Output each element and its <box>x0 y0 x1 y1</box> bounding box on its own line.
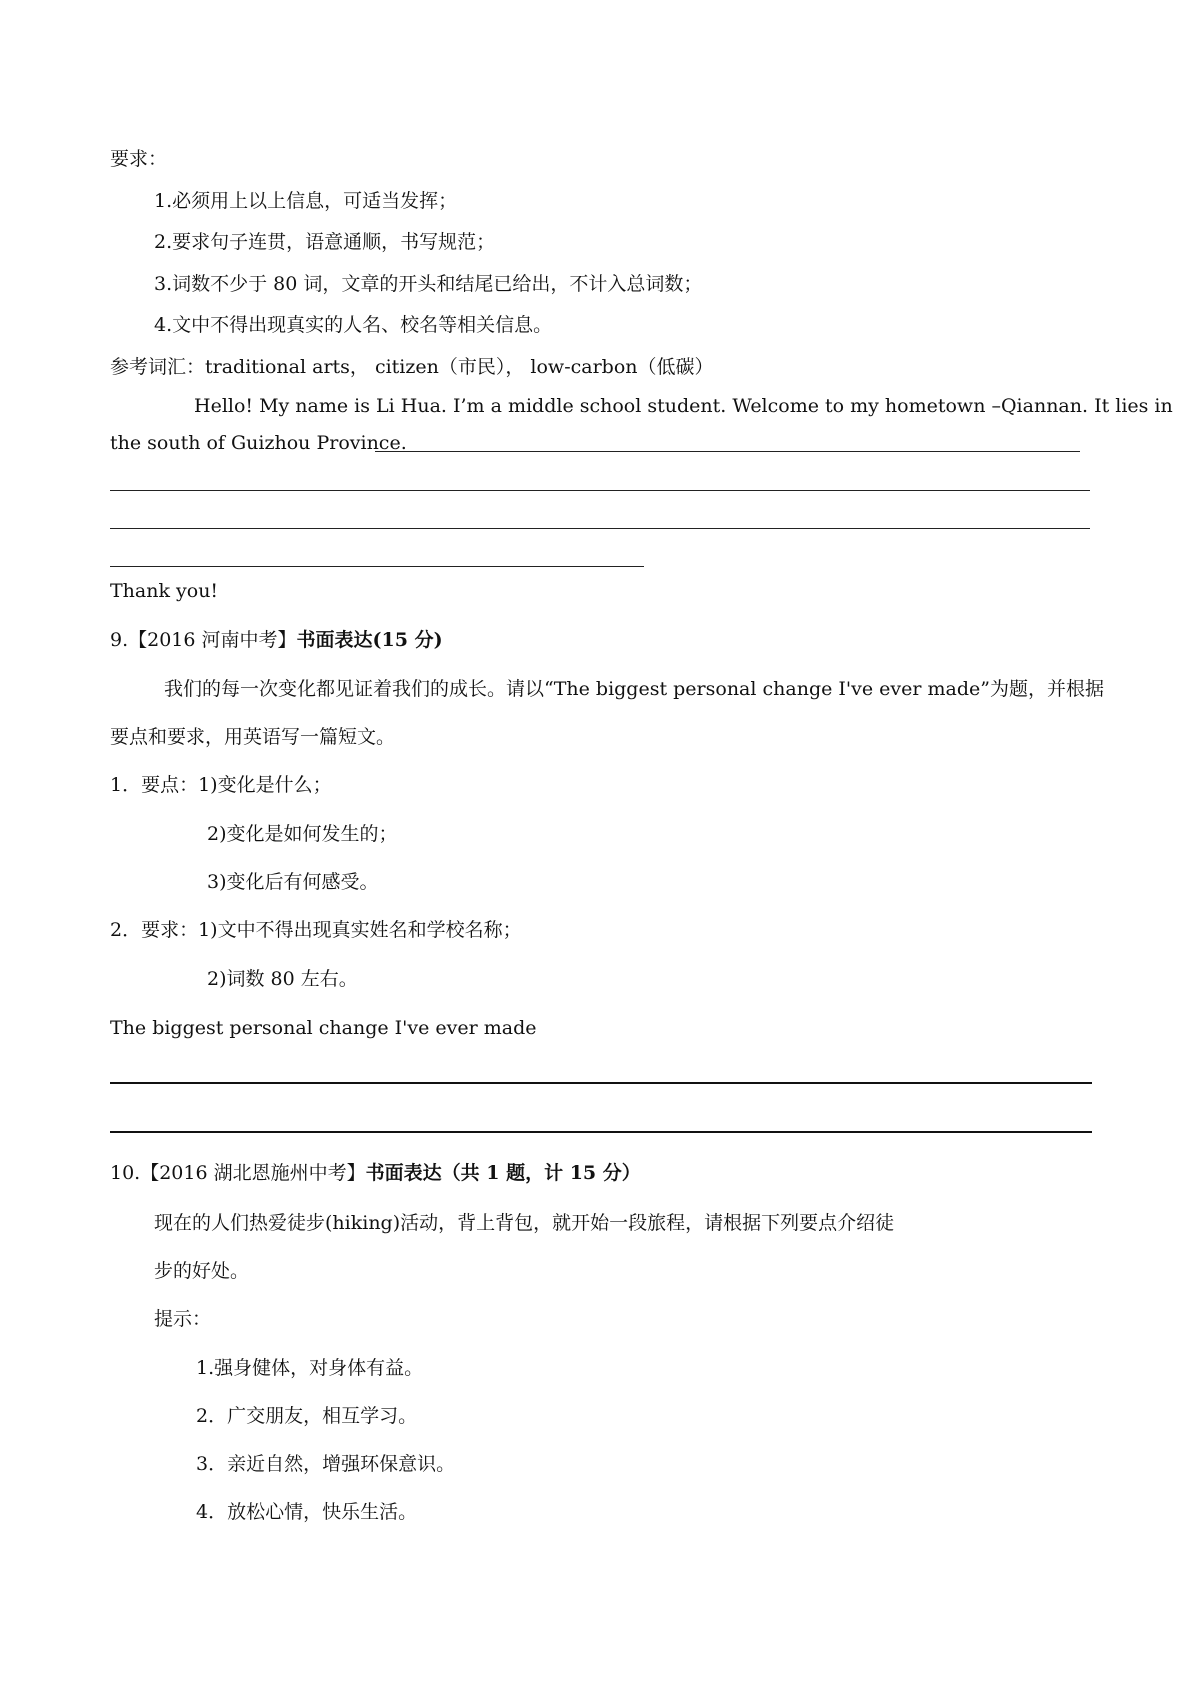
requirement-4: 4.文中不得出现真实的人名、校名等相关信息。 <box>154 314 553 336</box>
requirements-title: 要求： <box>110 148 168 170</box>
question-10-number: 10.【2016 湖北恩施州中考】 <box>110 1162 366 1184</box>
writing-line <box>110 528 1090 529</box>
writing-line <box>375 451 1080 452</box>
essay-opening-line-2: the south of Guizhou Province. <box>110 432 407 454</box>
requirement-3: 3.词数不少于 80 词，文章的开头和结尾已给出，不计入总词数； <box>154 273 703 295</box>
question-9-point-2: 2)变化是如何发生的； <box>207 823 398 845</box>
question-10-hint-label: 提示： <box>154 1308 212 1330</box>
writing-line <box>110 566 644 567</box>
question-10-heading <box>110 1160 641 1186</box>
question-9-intro-2: 要点和要求，用英语写一篇短文。 <box>110 726 396 748</box>
requirement-1: 1.必须用上以上信息，可适当发挥； <box>154 190 458 212</box>
question-10-intro-1: 现在的人们热爱徒步(hiking)活动，背上背包，就开始一段旅程，请根据下列要点介绍徒 <box>154 1212 895 1234</box>
question-9-essay-title: The biggest personal change I've ever made <box>110 1017 537 1039</box>
question-9-intro-1: 我们的每一次变化都见证着我们的成长。请以“The biggest personal change I've ever made”为题，并根据 <box>164 678 1104 700</box>
writing-line <box>110 490 1090 491</box>
essay-opening-line-1: Hello! My name is Li Hua. I’m a middle school student. Welcome to my hometown –Qiannan. It lies in <box>194 395 1173 417</box>
essay-closing: Thank you! <box>110 580 219 602</box>
question-9-requirement-2: 2)词数 80 左右。 <box>207 968 358 990</box>
question-10-intro-2: 步的好处。 <box>154 1260 250 1282</box>
question-10-title: 书面表达（共 1 题，计 15 分） <box>365 1162 641 1184</box>
question-9-heading <box>110 627 443 653</box>
writing-line <box>110 1131 1092 1133</box>
question-10-hint-4: 4．放松心情，快乐生活。 <box>196 1501 418 1523</box>
reference-vocabulary: 参考词汇：traditional arts， citizen（市民）， low-carbon（低碳） <box>110 356 714 378</box>
writing-line <box>110 1082 1092 1084</box>
question-9-point-1: 1．要点：1)变化是什么； <box>110 774 332 796</box>
question-9-title: 书面表达(15 分) <box>296 629 443 651</box>
question-10-hint-2: 2．广交朋友，相互学习。 <box>196 1405 418 1427</box>
question-10-hint-1: 1.强身健体，对身体有益。 <box>196 1357 424 1379</box>
question-9-requirement-1: 2．要求：1)文中不得出现真实姓名和学校名称； <box>110 919 522 941</box>
question-9-number: 9.【2016 河南中考】 <box>110 629 297 651</box>
requirement-2: 2.要求句子连贯，语意通顺，书写规范； <box>154 231 496 253</box>
question-9-point-3: 3)变化后有何感受。 <box>207 871 379 893</box>
question-10-hint-3: 3．亲近自然，增强环保意识。 <box>196 1453 456 1475</box>
